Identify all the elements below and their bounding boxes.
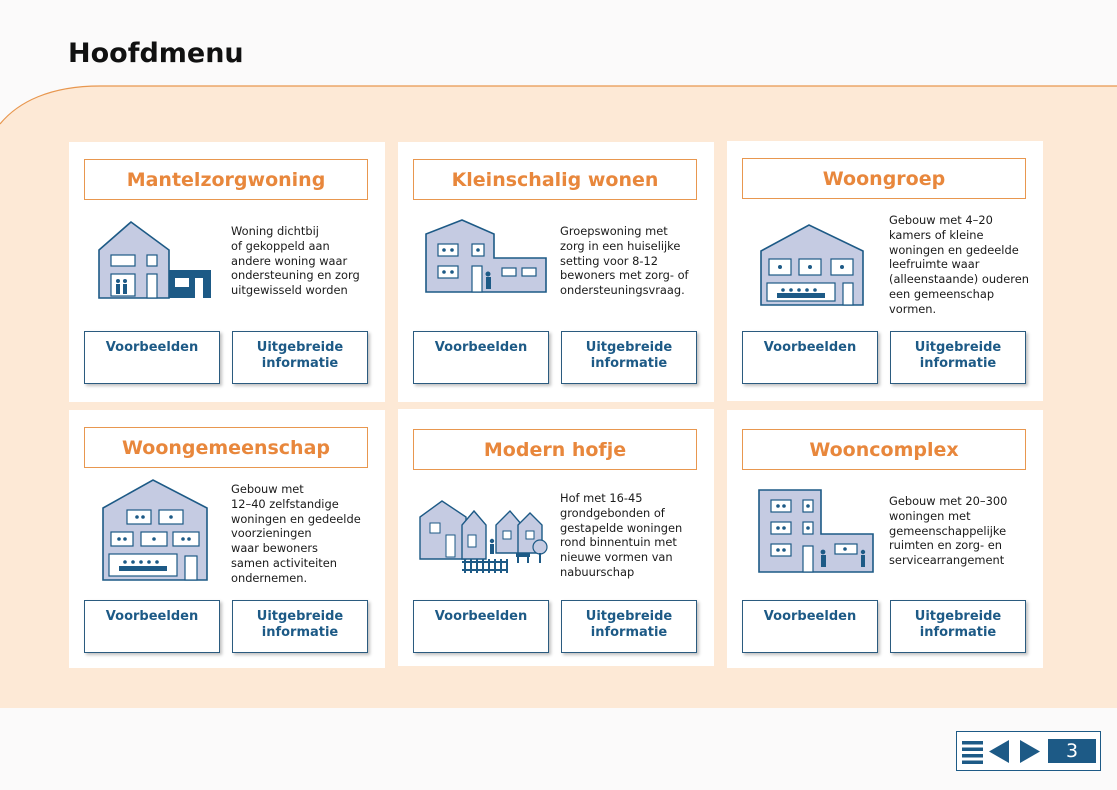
page-title: Hoofdmenu xyxy=(68,38,244,69)
card-title: Mantelzorgwoning xyxy=(84,159,368,200)
shared-building-icon xyxy=(751,211,879,311)
card-title: Modern hofje xyxy=(413,429,697,470)
page-number: 3 xyxy=(1048,739,1096,763)
more-info-button[interactable]: Uitgebreide informatie xyxy=(890,331,1026,384)
more-info-button[interactable]: Uitgebreide informatie xyxy=(232,331,368,384)
examples-button[interactable]: Voorbeelden xyxy=(742,600,878,653)
card-mantelzorgwoning xyxy=(69,142,385,402)
card-title: Woongroep xyxy=(742,158,1026,199)
page-navigation xyxy=(956,731,1101,771)
more-info-button[interactable]: Uitgebreide informatie xyxy=(890,600,1026,653)
more-info-button[interactable]: Uitgebreide informatie xyxy=(561,600,697,653)
menu-icon[interactable] xyxy=(962,740,983,764)
arrow-right-icon[interactable] xyxy=(1019,739,1041,764)
arrow-left-icon[interactable] xyxy=(988,739,1010,764)
card-description: Hof met 16-45 grondgebonden of gestapelde woningen rond binnentuin met nieuwe vormen van nabuurschap xyxy=(560,491,683,579)
more-info-button[interactable]: Uitgebreide informatie xyxy=(561,331,697,384)
card-title: Woongemeenschap xyxy=(84,427,368,468)
card-wooncomplex xyxy=(727,410,1043,668)
house-with-annex-icon xyxy=(93,212,221,312)
card-description: Gebouw met 20–300 woningen met gemeenschappelijke ruimten en zorg- en servicearrangement xyxy=(889,494,1008,568)
apartment-complex-icon xyxy=(751,482,879,582)
card-modern-hofje xyxy=(398,409,714,666)
examples-button[interactable]: Voorbeelden xyxy=(84,331,220,384)
card-kleinschalig-wonen xyxy=(398,142,714,402)
community-building-icon xyxy=(93,476,221,586)
group-house-icon xyxy=(422,212,550,312)
card-description: Woning dichtbij of gekoppeld aan andere woning waar ondersteuning en zorg uitgewisseld worden xyxy=(231,224,360,298)
card-woongemeenschap xyxy=(69,410,385,668)
more-info-button[interactable]: Uitgebreide informatie xyxy=(232,600,368,653)
courtyard-houses-icon xyxy=(416,479,556,579)
examples-button[interactable]: Voorbeelden xyxy=(413,600,549,653)
examples-button[interactable]: Voorbeelden xyxy=(84,600,220,653)
card-woongroep xyxy=(727,141,1043,401)
card-description: Groepswoning met zorg in een huiselijke setting voor 8-12 bewoners met zorg- of ondersteuningsvraag. xyxy=(560,224,689,298)
examples-button[interactable]: Voorbeelden xyxy=(413,331,549,384)
card-title: Wooncomplex xyxy=(742,429,1026,470)
card-description: Gebouw met 12–40 zelfstandige woningen en gedeelde voorzieningen waar bewoners samen activiteiten ondernemen. xyxy=(231,482,361,585)
card-description: Gebouw met 4–20 kamers of kleine woningen en gedeelde leefruimte waar (alleenstaande) ouderen een gemeenschap vormen. xyxy=(889,213,1029,316)
card-title: Kleinschalig wonen xyxy=(413,159,697,200)
examples-button[interactable]: Voorbeelden xyxy=(742,331,878,384)
